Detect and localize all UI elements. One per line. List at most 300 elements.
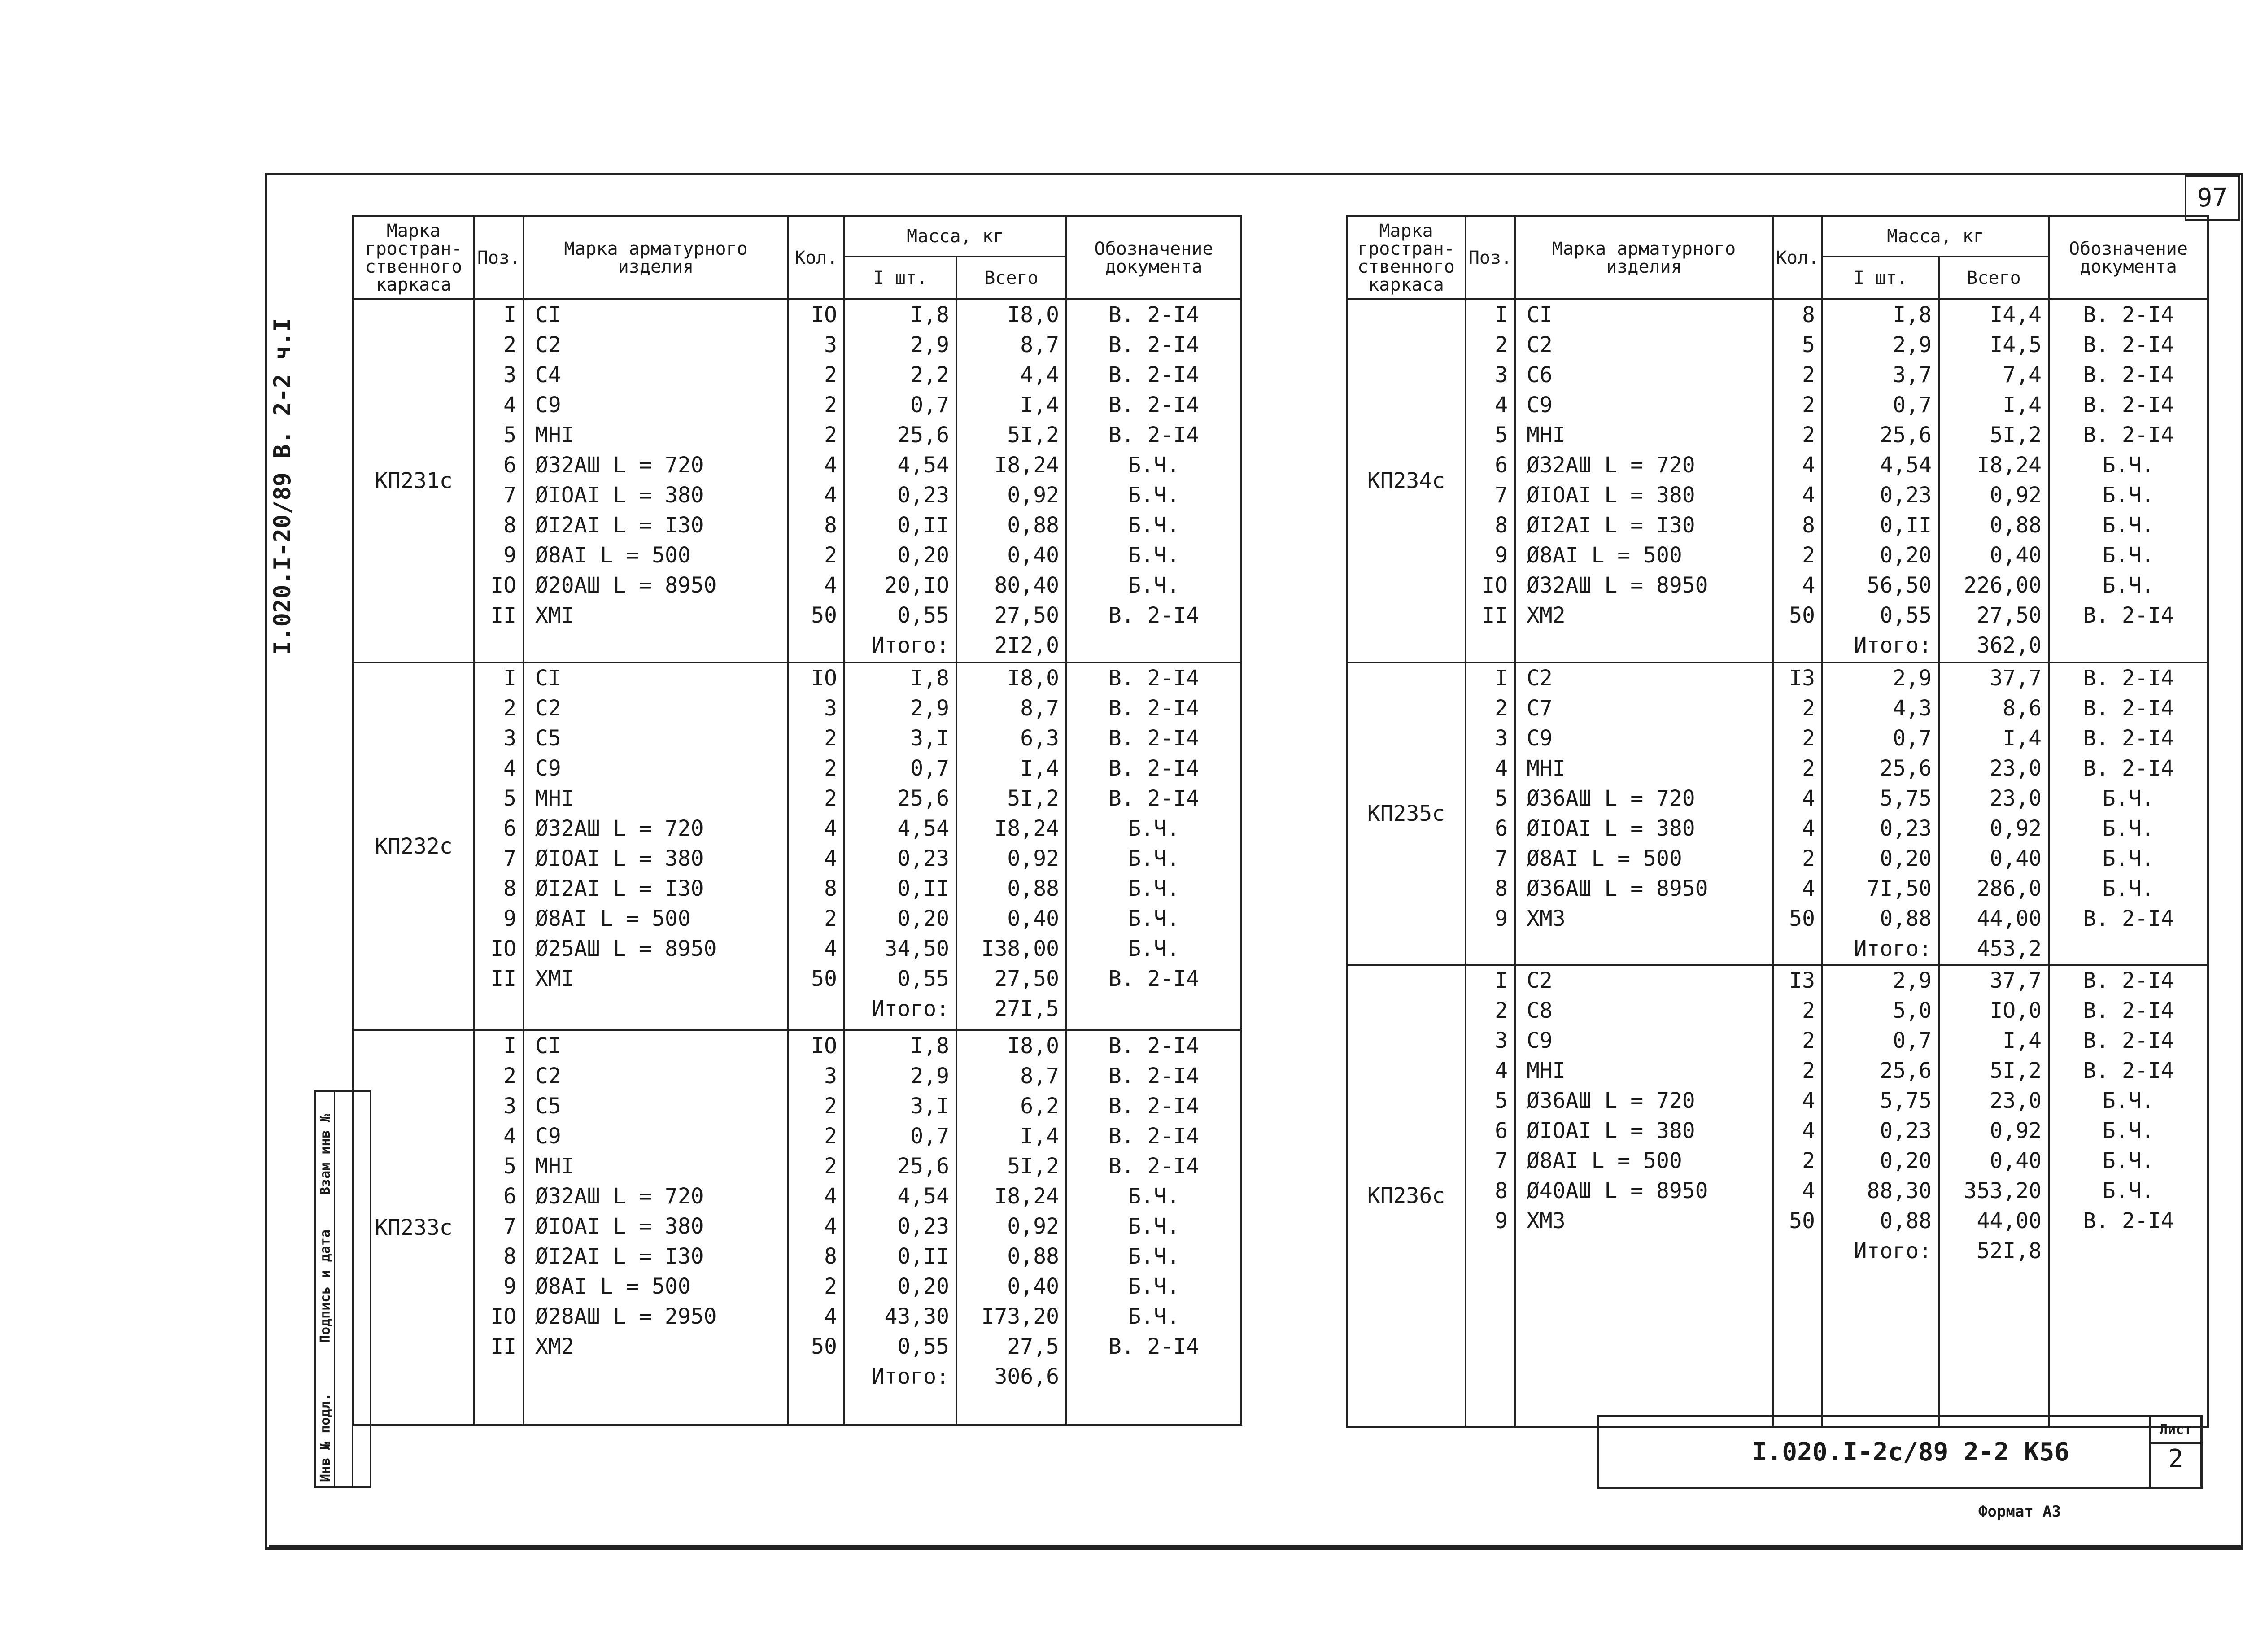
document-ref: В. 2-I4 (1108, 1154, 1200, 1179)
stamp-column-signature (334, 1092, 353, 1486)
frame-mark: КП232с (353, 663, 474, 1030)
quantity: 4 (824, 483, 837, 508)
position-number: 5 (1495, 423, 1508, 448)
mass-total: I,4 (2003, 392, 2042, 418)
position-number: 2 (1495, 696, 1508, 721)
item-mark: Ø20АШ L = 8950 (535, 573, 717, 598)
total-label: Итого: (1854, 1238, 1932, 1264)
document-ref: Б.Ч. (2102, 816, 2155, 841)
quantity-column (788, 299, 844, 663)
mass-one: 0,II (1880, 513, 1932, 538)
position-number-column (474, 299, 524, 663)
mass-total: I8,24 (994, 453, 1059, 478)
mass-total-column (956, 663, 1066, 1030)
mass-one: 2,9 (910, 332, 949, 357)
item-mark: ØIOAI L = 380 (535, 483, 704, 508)
header-frame-mark: Марка гростран-ственного каркаса (353, 216, 474, 299)
position-number-column (474, 663, 524, 1030)
item-mark-column (1515, 965, 1773, 1427)
document-ref: В. 2-I4 (2083, 756, 2174, 781)
document-ref: Б.Ч. (2102, 1088, 2155, 1113)
total-value: 306,6 (994, 1364, 1059, 1389)
position-number: 8 (503, 876, 516, 901)
frame-mark: КП233с (353, 1030, 474, 1425)
mass-one: 2,2 (910, 362, 949, 388)
item-mark: C9 (535, 756, 561, 781)
item-mark: CI (1527, 302, 1553, 327)
document-ref: В. 2-I4 (2083, 332, 2174, 357)
mass-total: 5I,2 (1990, 1058, 2042, 1083)
item-mark: C2 (535, 1064, 561, 1089)
document-ref: В. 2-I4 (1108, 392, 1200, 418)
quantity-column (788, 663, 844, 1030)
mass-total: I8,24 (1977, 453, 2042, 478)
quantity: 50 (1789, 603, 1815, 628)
quantity: 2 (824, 1274, 837, 1299)
position-number: 2 (503, 332, 516, 357)
total-label: Итого: (1854, 633, 1932, 658)
total-label: Итого: (1854, 936, 1932, 961)
mass-total: I,4 (2003, 1028, 2042, 1053)
stamp-replace-label: Взам инв № (318, 1114, 333, 1195)
item-mark: ØI2AI L = I30 (535, 513, 704, 538)
item-mark-column (1515, 299, 1773, 663)
item-mark: C2 (1527, 968, 1553, 993)
position-number: 2 (503, 1064, 516, 1089)
item-mark: Ø32АШ L = 720 (535, 1184, 704, 1209)
item-mark: C9 (1527, 1028, 1553, 1053)
position-number: 7 (1495, 846, 1508, 871)
position-number: 5 (1495, 1088, 1508, 1113)
mass-total: 353,20 (1964, 1178, 2042, 1203)
quantity: 2 (824, 392, 837, 418)
mass-one: 3,7 (1893, 362, 1932, 388)
quantity: IO (811, 302, 837, 327)
quantity-column (1773, 663, 1822, 965)
position-number: 7 (503, 483, 516, 508)
mass-one: 0,55 (1880, 603, 1932, 628)
quantity: 2 (1802, 1028, 1815, 1053)
mass-total: 27,50 (994, 966, 1059, 991)
frame-mark: КП236с (1347, 965, 1466, 1427)
document-ref: В. 2-I4 (1108, 786, 1200, 811)
position-number: 8 (1495, 513, 1508, 538)
item-mark: C9 (1527, 726, 1553, 751)
item-mark: ØIOAI L = 380 (1527, 483, 1695, 508)
item-mark: Ø32АШ L = 720 (535, 453, 704, 478)
item-mark: Ø36АШ L = 720 (1527, 1088, 1695, 1113)
quantity: 8 (1802, 513, 1815, 538)
item-mark: Ø8AI L = 500 (535, 1274, 691, 1299)
mass-total: 80,40 (994, 573, 1059, 598)
mass-one: 43,30 (884, 1304, 949, 1329)
item-mark-column (1515, 663, 1773, 965)
mass-one: 0,20 (1880, 846, 1932, 871)
document-ref: Б.Ч. (2102, 1178, 2155, 1203)
item-mark: ØI2AI L = I30 (1527, 513, 1695, 538)
quantity: 2 (824, 1154, 837, 1179)
mass-total: 4,4 (1020, 362, 1059, 388)
position-number: 5 (1495, 786, 1508, 811)
position-number-column (1466, 663, 1515, 965)
document-ref: В. 2-I4 (1108, 1334, 1200, 1359)
document-ref: Б.Ч. (2102, 513, 2155, 538)
frame-mark: КП234с (1347, 299, 1466, 663)
mass-one: 0,23 (1880, 816, 1932, 841)
item-mark: Ø28АШ L = 2950 (535, 1304, 717, 1329)
document-ref-column (2049, 663, 2208, 965)
mass-one: 0,55 (897, 966, 949, 991)
document-ref: Б.Ч. (2102, 786, 2155, 811)
mass-total: 0,40 (1990, 1148, 2042, 1173)
item-mark: МНI (1527, 756, 1566, 781)
mass-one: 0,55 (897, 1334, 949, 1359)
document-ref: В. 2-I4 (1108, 423, 1200, 448)
mass-one: 2,9 (910, 696, 949, 721)
document-ref: В. 2-I4 (1108, 603, 1200, 628)
position-number: I (1495, 302, 1508, 327)
mass-total: 0,88 (1007, 513, 1059, 538)
position-number: 3 (503, 1094, 516, 1119)
position-number: 2 (1495, 332, 1508, 357)
mass-one: I,8 (910, 666, 949, 691)
position-number: 9 (503, 906, 516, 931)
document-ref: Б.Ч. (1128, 543, 1180, 568)
quantity: 5 (1802, 332, 1815, 357)
mass-one: 2,9 (910, 1064, 949, 1089)
item-mark: C6 (1527, 362, 1553, 388)
item-mark: C2 (535, 332, 561, 357)
frame-group-row (1347, 663, 2208, 965)
frame-group-row (353, 299, 1241, 663)
position-number: I (1495, 666, 1508, 691)
frame-group-row (353, 663, 1241, 1030)
document-ref: В. 2-I4 (1108, 1064, 1200, 1089)
document-ref-column (2049, 965, 2208, 1427)
document-ref-column (1066, 1030, 1241, 1425)
quantity: 2 (1802, 392, 1815, 418)
mass-total: I73,20 (981, 1304, 1059, 1329)
mass-one: 2,9 (1893, 666, 1932, 691)
mass-one: 4,54 (1880, 453, 1932, 478)
position-number: 5 (503, 423, 516, 448)
mass-total: 44,00 (1977, 906, 2042, 931)
mass-total: 37,7 (1990, 666, 2042, 691)
position-number: 9 (1495, 1208, 1508, 1234)
position-number: 3 (503, 726, 516, 751)
position-number: II (490, 1334, 516, 1359)
mass-total: I,4 (2003, 726, 2042, 751)
position-number: 2 (503, 696, 516, 721)
item-mark: ØIOAI L = 380 (1527, 816, 1695, 841)
document-ref: Б.Ч. (1128, 1304, 1180, 1329)
item-mark: ØIOAI L = 380 (535, 1214, 704, 1239)
mass-one: 0,20 (897, 543, 949, 568)
mass-one: 0,20 (897, 906, 949, 931)
position-number: 6 (1495, 816, 1508, 841)
document-ref: В. 2-I4 (1108, 1094, 1200, 1119)
header-mass: Масса, кг (1822, 216, 2049, 257)
document-ref: Б.Ч. (1128, 483, 1180, 508)
document-ref: В. 2-I4 (2083, 1058, 2174, 1083)
mass-total: I8,0 (1007, 302, 1059, 327)
mass-one: I,8 (910, 302, 949, 327)
mass-total: 27,50 (994, 603, 1059, 628)
mass-one: 0,7 (910, 756, 949, 781)
document-ref: В. 2-I4 (2083, 726, 2174, 751)
mass-total: I,4 (1020, 756, 1059, 781)
item-mark: CI (535, 302, 561, 327)
position-number: 7 (1495, 483, 1508, 508)
mass-total: 5I,2 (1007, 423, 1059, 448)
title-block-code: I.020.I-2с/89 2-2 К56 (1752, 1438, 2070, 1467)
document-ref: В. 2-I4 (2083, 423, 2174, 448)
frame-mark: КП231с (353, 299, 474, 663)
item-mark: Ø8AI L = 500 (1527, 1148, 1682, 1173)
mass-total: I4,5 (1990, 332, 2042, 357)
document-ref: В. 2-I4 (1108, 332, 1200, 357)
mass-one: 0,23 (897, 846, 949, 871)
title-block (1597, 1415, 2196, 1489)
item-mark: ØIOAI L = 380 (1527, 1118, 1695, 1143)
mass-one: 4,54 (897, 816, 949, 841)
mass-total: 44,00 (1977, 1208, 2042, 1234)
mass-one: 0,II (897, 1244, 949, 1269)
item-mark-column (524, 663, 788, 1030)
document-ref: В. 2-I4 (2083, 666, 2174, 691)
mass-one: 0,88 (1880, 906, 1932, 931)
document-ref-column (2049, 299, 2208, 663)
position-number: IO (490, 573, 516, 598)
document-ref-column (1066, 663, 1241, 1030)
mass-one: 0,23 (1880, 483, 1932, 508)
position-number: 9 (1495, 543, 1508, 568)
position-number: 5 (503, 1154, 516, 1179)
quantity: 4 (1802, 453, 1815, 478)
document-ref: Б.Ч. (2102, 543, 2155, 568)
item-mark: C5 (535, 1094, 561, 1119)
document-ref: Б.Ч. (1128, 1244, 1180, 1269)
position-number-column (1466, 965, 1515, 1427)
position-number: 4 (1495, 756, 1508, 781)
mass-one: 0,7 (1893, 392, 1932, 418)
total-value: 2I2,0 (994, 633, 1059, 658)
quantity: 2 (824, 362, 837, 388)
mass-total: 8,7 (1020, 332, 1059, 357)
position-number: 8 (1495, 1178, 1508, 1203)
mass-total: 5I,2 (1990, 423, 2042, 448)
document-ref: В. 2-I4 (2083, 998, 2174, 1023)
document-ref: В. 2-I4 (1108, 666, 1200, 691)
mass-total-column (956, 1030, 1066, 1425)
document-ref-column (1066, 299, 1241, 663)
document-ref: Б.Ч. (2102, 573, 2155, 598)
document-ref: В. 2-I4 (2083, 906, 2174, 931)
item-mark: ХМI (535, 966, 574, 991)
mass-one: 0,20 (1880, 543, 1932, 568)
position-number: 6 (1495, 453, 1508, 478)
position-number: 4 (503, 392, 516, 418)
position-number: 5 (503, 786, 516, 811)
position-number-column (1466, 299, 1515, 663)
left-spec-table (352, 215, 1242, 1426)
item-mark: CI (535, 1033, 561, 1059)
mass-one: 7I,50 (1867, 876, 1932, 901)
mass-total: 23,0 (1990, 756, 2042, 781)
total-label: Итого: (871, 996, 949, 1021)
document-ref: Б.Ч. (2102, 876, 2155, 901)
item-mark: МНI (1527, 1058, 1566, 1083)
quantity: 4 (1802, 483, 1815, 508)
mass-one: 5,75 (1880, 786, 1932, 811)
total-value: 453,2 (1977, 936, 2042, 961)
quantity: IO (811, 1033, 837, 1059)
position-number: 7 (503, 846, 516, 871)
header-pos: Поз. (1466, 216, 1515, 299)
item-mark: МНI (535, 423, 574, 448)
quantity: 2 (1802, 543, 1815, 568)
quantity: 8 (1802, 302, 1815, 327)
item-mark: C2 (1527, 332, 1553, 357)
frame-group-row (353, 1030, 1241, 1425)
quantity: 4 (824, 453, 837, 478)
item-mark: МНI (535, 1154, 574, 1179)
mass-total: 0,92 (1007, 846, 1059, 871)
document-ref: В. 2-I4 (1108, 362, 1200, 388)
mass-one: 4,3 (1893, 696, 1932, 721)
quantity: 4 (1802, 816, 1815, 841)
mass-total: 37,7 (1990, 968, 2042, 993)
mass-total: I8,24 (994, 816, 1059, 841)
mass-total: 7,4 (2003, 362, 2042, 388)
quantity: IO (811, 666, 837, 691)
position-number: II (490, 603, 516, 628)
item-mark: Ø25АШ L = 8950 (535, 936, 717, 961)
position-number: 6 (503, 816, 516, 841)
item-mark: Ø8AI L = 500 (1527, 846, 1682, 871)
quantity: 4 (824, 1184, 837, 1209)
mass-one: 25,6 (1880, 423, 1932, 448)
item-mark: ХМ3 (1527, 1208, 1566, 1234)
position-number: IO (490, 936, 516, 961)
total-label: Итого: (871, 1364, 949, 1389)
quantity: 2 (824, 726, 837, 751)
mass-one: 5,0 (1893, 998, 1932, 1023)
quantity: 4 (824, 1214, 837, 1239)
item-mark: ХМ2 (535, 1334, 574, 1359)
document-ref: В. 2-I4 (1108, 966, 1200, 991)
mass-total: 27,5 (1007, 1334, 1059, 1359)
document-ref: Б.Ч. (1128, 816, 1180, 841)
quantity-column (1773, 299, 1822, 663)
mass-total-column (1939, 663, 2049, 965)
right-spec-table (1346, 215, 2209, 1428)
quantity: 50 (811, 603, 837, 628)
position-number-column (474, 1030, 524, 1425)
position-number: IO (1482, 573, 1508, 598)
mass-total: 0,88 (1007, 1244, 1059, 1269)
position-number: I (503, 302, 516, 327)
mass-total: 0,92 (1007, 483, 1059, 508)
item-mark: C9 (535, 1124, 561, 1149)
quantity: 2 (824, 786, 837, 811)
mass-total: I,4 (1020, 1124, 1059, 1149)
position-number: 2 (1495, 998, 1508, 1023)
header-item-mark: Марка арматурного изделия (524, 216, 788, 299)
mass-one: 0,23 (897, 1214, 949, 1239)
mass-one: 4,54 (897, 1184, 949, 1209)
item-mark: ØIOAI L = 380 (535, 846, 704, 871)
quantity: 2 (1802, 846, 1815, 871)
position-number: 8 (1495, 876, 1508, 901)
document-ref: Б.Ч. (1128, 936, 1180, 961)
position-number: 4 (503, 1124, 516, 1149)
mass-total: I38,00 (981, 936, 1059, 961)
format-label: Формат А3 (1978, 1503, 2061, 1521)
mass-one: 2,9 (1893, 332, 1932, 357)
position-number: 4 (1495, 1058, 1508, 1083)
header-pos: Поз. (474, 216, 524, 299)
mass-total: 0,40 (1990, 543, 2042, 568)
mass-one: 25,6 (1880, 756, 1932, 781)
document-ref: Б.Ч. (1128, 1184, 1180, 1209)
item-mark-column (524, 299, 788, 663)
item-mark: Ø36АШ L = 720 (1527, 786, 1695, 811)
item-mark: C4 (535, 362, 561, 388)
mass-one: 0,7 (910, 392, 949, 418)
mass-total: 0,88 (1007, 876, 1059, 901)
mass-one: 3,I (910, 726, 949, 751)
mass-one: 0,20 (1880, 1148, 1932, 1173)
quantity: 2 (824, 906, 837, 931)
mass-one-column (844, 1030, 956, 1425)
document-ref: В. 2-I4 (1108, 302, 1200, 327)
header-frame-mark: Марка гростран-ственного каркаса (1347, 216, 1466, 299)
mass-total: 0,40 (1007, 543, 1059, 568)
header-item-mark: Марка арматурного изделия (1515, 216, 1773, 299)
mass-one: 5,75 (1880, 1088, 1932, 1113)
position-number: 9 (503, 1274, 516, 1299)
mass-one: 0,7 (1893, 726, 1932, 751)
quantity: 50 (1789, 1208, 1815, 1234)
position-number: II (490, 966, 516, 991)
mass-total: 8,6 (2003, 696, 2042, 721)
item-mark: МНI (535, 786, 574, 811)
document-ref: В. 2-I4 (2083, 362, 2174, 388)
quantity: 4 (1802, 786, 1815, 811)
item-mark: Ø8AI L = 500 (535, 543, 691, 568)
mass-total: 0,92 (1990, 483, 2042, 508)
mass-one: I,8 (1893, 302, 1932, 327)
mass-total: I4,4 (1990, 302, 2042, 327)
total-label: Итого: (871, 633, 949, 658)
document-ref: В. 2-I4 (2083, 1028, 2174, 1053)
document-ref: Б.Ч. (1128, 1214, 1180, 1239)
mass-one: 2,9 (1893, 968, 1932, 993)
mass-one: 20,IO (884, 573, 949, 598)
bottom-frame-line (269, 1545, 2241, 1547)
quantity: 2 (1802, 362, 1815, 388)
item-mark: Ø32АШ L = 720 (535, 816, 704, 841)
item-mark: C9 (535, 392, 561, 418)
document-ref: Б.Ч. (1128, 1274, 1180, 1299)
mass-one: 4,54 (897, 453, 949, 478)
mass-total: 23,0 (1990, 1088, 2042, 1113)
item-mark: МНI (1527, 423, 1566, 448)
mass-one: 25,6 (897, 1154, 949, 1179)
header-qty: Кол. (788, 216, 844, 299)
document-ref: Б.Ч. (1128, 876, 1180, 901)
